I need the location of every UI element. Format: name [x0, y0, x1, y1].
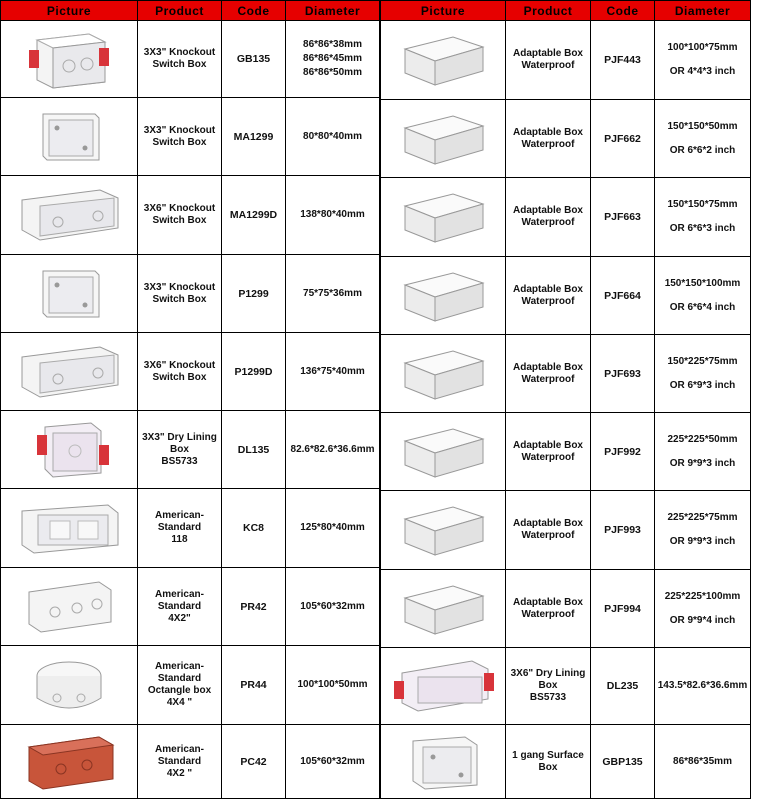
product-picture: [1, 646, 138, 725]
spacer: [655, 369, 750, 379]
product-name: [138, 333, 222, 411]
product-name-line: 3X6" Knockout: [143, 359, 216, 371]
spacer: [655, 55, 750, 65]
product-diameter: [286, 489, 380, 568]
product-name: [506, 570, 591, 648]
diameter-line: 86*86*50mm: [303, 67, 362, 78]
product-picture: [381, 178, 506, 257]
dry-lining-box-icon: [1, 417, 137, 483]
product-diameter: [286, 21, 380, 98]
product-name: [506, 100, 591, 178]
product-picture: [1, 725, 138, 799]
product-diameter: [286, 176, 380, 255]
product-name-line: Box: [170, 443, 189, 455]
table-row: [1, 21, 380, 98]
product-picture: [1, 489, 138, 568]
product-code: GBP135: [591, 725, 655, 799]
diameter-line: 86*86*45mm: [303, 53, 362, 64]
product-name-line: 4X4 ": [166, 697, 193, 708]
product-diameter: [655, 178, 751, 257]
product-name-line: 1 gang Surface: [512, 749, 584, 761]
product-diameter: [655, 335, 751, 413]
product-diameter: [286, 333, 380, 411]
product-diameter: [655, 648, 751, 725]
american-118-box-icon: [1, 495, 137, 561]
product-code: P1299: [222, 255, 286, 333]
product-name-line: Standard: [157, 600, 202, 612]
product-code: PJF663: [591, 178, 655, 257]
product-picture: [381, 570, 506, 648]
product-name-line: Adaptable Box: [512, 48, 583, 59]
product-name: [506, 257, 591, 335]
product-code: PJF994: [591, 570, 655, 648]
product-name-line: Adaptable Box: [512, 126, 583, 138]
table-row: [381, 178, 751, 257]
american-4x2-box-icon: [1, 574, 137, 640]
single-knockout-box-icon: [1, 261, 137, 327]
product-picture: [1, 411, 138, 489]
product-code: PJF993: [591, 491, 655, 570]
product-name-line: Adaptable Box: [512, 283, 583, 295]
product-name-line: Standard: [157, 673, 202, 684]
adaptable-box-icon: [381, 265, 505, 327]
product-picture: [381, 100, 506, 178]
header-picture: Picture: [381, 1, 506, 21]
octagon-box-icon: [1, 652, 137, 718]
product-name-line: Waterproof: [521, 138, 575, 150]
dry-lining-double-box-icon: [381, 653, 505, 719]
single-knockout-box-icon: [1, 104, 137, 170]
adaptable-box-icon: [381, 343, 505, 405]
table-row: [1, 725, 380, 799]
product-name-line: 3X3" Knockout: [143, 47, 216, 58]
diameter-line: 225*225*100mm: [664, 590, 741, 602]
product-name-line: Waterproof: [521, 451, 575, 463]
diameter-line: OR 9*9*3 inch: [669, 457, 736, 469]
product-code: DL135: [222, 411, 286, 489]
product-diameter: [286, 255, 380, 333]
product-name: [506, 413, 591, 491]
product-name: [138, 646, 222, 725]
diameter-line: 86*86*38mm: [303, 39, 362, 50]
diameter-line: OR 9*9*4 inch: [669, 614, 736, 626]
product-picture: [381, 335, 506, 413]
product-name-line: 3X6" Dry Lining: [510, 668, 586, 679]
product-picture: [381, 257, 506, 335]
product-name: [138, 489, 222, 568]
table-row: [1, 568, 380, 646]
header-product: Product: [138, 1, 222, 21]
adaptable-box-icon: [381, 499, 505, 561]
product-picture: [1, 21, 138, 98]
product-name-line: Switch Box: [152, 215, 207, 226]
table-row: [381, 725, 751, 799]
product-name-line: Adaptable Box: [512, 439, 583, 451]
product-diameter: [655, 257, 751, 335]
spacer: [655, 212, 750, 222]
diameter-line: OR 6*9*3 inch: [669, 379, 736, 391]
product-picture: [381, 413, 506, 491]
table-row: [1, 333, 380, 411]
product-code: KC8: [222, 489, 286, 568]
header-code: Code: [591, 1, 655, 21]
product-name: [138, 725, 222, 799]
diameter-line: 82.6*82.6*36.6mm: [290, 443, 375, 455]
table-row: [1, 98, 380, 176]
table-row: [381, 413, 751, 491]
product-name-line: Waterproof: [521, 217, 575, 228]
table-row: [381, 335, 751, 413]
product-diameter: [286, 725, 380, 799]
knockout-box-red-lugs-icon: [1, 26, 137, 92]
diameter-line: 150*150*50mm: [667, 120, 738, 132]
diameter-line: 150*225*75mm: [667, 355, 738, 367]
right-product-table: [380, 0, 751, 799]
diameter-line: 100*100*50mm: [297, 679, 368, 690]
product-code: PR42: [222, 568, 286, 646]
product-name-line: Box: [538, 680, 558, 691]
product-name-line: Switch Box: [152, 293, 207, 305]
product-code: PJF693: [591, 335, 655, 413]
diameter-line: 225*225*50mm: [667, 433, 738, 445]
product-code: PJF443: [591, 21, 655, 100]
product-code: P1299D: [222, 333, 286, 411]
spacer: [655, 291, 750, 301]
product-name-line: 3X3" Dry Lining: [142, 431, 217, 443]
product-name: [138, 255, 222, 333]
product-name: [138, 568, 222, 646]
spacer: [655, 134, 750, 144]
product-name: [506, 491, 591, 570]
diameter-line: OR 6*6*2 inch: [669, 144, 736, 156]
product-name-line: American-: [155, 510, 204, 521]
product-diameter: [286, 411, 380, 489]
product-diameter: [655, 725, 751, 799]
diameter-line: 86*86*35mm: [673, 755, 732, 767]
product-name-line: Adaptable Box: [512, 518, 583, 529]
double-knockout-box-icon: [1, 339, 137, 405]
product-name-line: 4X2 ": [166, 767, 193, 779]
product-name: [138, 21, 222, 98]
double-knockout-box-icon: [1, 182, 137, 248]
diameter-line: OR 6*6*3 inch: [669, 223, 736, 234]
header-code: Code: [222, 1, 286, 21]
product-name-line: Waterproof: [521, 608, 575, 620]
product-code: MA1299D: [222, 176, 286, 255]
product-diameter: [655, 413, 751, 491]
diameter-line: 105*60*32mm: [300, 755, 365, 767]
table-row: [381, 21, 751, 100]
product-name-line: Standard: [157, 755, 202, 767]
product-name-line: Switch Box: [152, 136, 207, 148]
product-name-line: Adaptable Box: [512, 361, 583, 373]
product-name-line: Waterproof: [521, 530, 575, 541]
diameter-line: 150*150*75mm: [667, 199, 738, 210]
surface-box-icon: [381, 729, 505, 795]
table-row: [381, 648, 751, 725]
product-diameter: [655, 21, 751, 100]
diameter-line: OR 4*4*3 inch: [669, 66, 736, 77]
table-row: [381, 257, 751, 335]
orange-4x2-box-icon: [1, 729, 137, 795]
product-name: [506, 725, 591, 799]
header-picture: Picture: [1, 1, 138, 21]
product-name-line: American-: [155, 743, 204, 755]
table-row: [1, 411, 380, 489]
product-picture: [1, 568, 138, 646]
product-picture: [381, 491, 506, 570]
diameter-line: 75*75*36mm: [303, 287, 362, 299]
product-picture: [381, 648, 506, 725]
product-name-line: 3X6" Knockout: [143, 203, 216, 214]
product-diameter: [655, 100, 751, 178]
diameter-line: 136*75*40mm: [300, 365, 365, 377]
diameter-line: 150*150*100mm: [664, 277, 741, 289]
product-name: [506, 335, 591, 413]
product-code: PJF992: [591, 413, 655, 491]
diameter-line: 138*80*40mm: [300, 209, 365, 220]
diameter-line: OR 9*9*3 inch: [669, 536, 736, 547]
product-diameter: [655, 491, 751, 570]
product-name-line: American-: [155, 588, 204, 600]
product-name-line: Adaptable Box: [512, 205, 583, 216]
diameter-line: 143.5*82.6*36.6mm: [657, 680, 748, 691]
product-code: PC42: [222, 725, 286, 799]
product-diameter: [286, 568, 380, 646]
diameter-line: OR 6*6*4 inch: [669, 301, 736, 313]
diameter-line: 80*80*40mm: [303, 130, 362, 142]
product-diameter: [286, 646, 380, 725]
table-row: [381, 570, 751, 648]
adaptable-box-icon: [381, 108, 505, 170]
product-code: GB135: [222, 21, 286, 98]
table-row: [1, 489, 380, 568]
product-name-line: BS5733: [161, 455, 198, 467]
product-name-line: 3X3" Knockout: [143, 124, 216, 136]
product-code: PJF662: [591, 100, 655, 178]
spacer: [655, 447, 750, 457]
product-picture: [381, 725, 506, 799]
diameter-line: 100*100*75mm: [667, 42, 738, 53]
header-diameter: Diameter: [655, 1, 751, 21]
adaptable-box-icon: [381, 578, 505, 640]
product-name-line: Standard: [157, 522, 202, 533]
product-name-line: Switch Box: [152, 371, 207, 383]
diameter-line: 125*80*40mm: [300, 522, 365, 533]
product-picture: [1, 333, 138, 411]
product-name-line: 4X2": [168, 612, 191, 624]
product-name-line: 3X3" Knockout: [143, 281, 216, 293]
product-picture: [381, 21, 506, 100]
product-name-line: Adaptable Box: [512, 596, 583, 608]
product-code: PR44: [222, 646, 286, 725]
product-name-line: Waterproof: [521, 295, 575, 307]
header-diameter: Diameter: [286, 1, 380, 21]
product-name: [506, 178, 591, 257]
product-picture: [1, 176, 138, 255]
spacer: [655, 604, 750, 614]
product-code: MA1299: [222, 98, 286, 176]
product-diameter: [286, 98, 380, 176]
product-name-line: Box: [538, 761, 558, 773]
product-name: [138, 98, 222, 176]
header-product: Product: [506, 1, 591, 21]
table-row: [381, 491, 751, 570]
product-name-line: Waterproof: [521, 373, 575, 385]
product-picture: [1, 255, 138, 333]
diameter-line: 225*225*75mm: [667, 512, 738, 523]
product-name-line: 118: [171, 534, 188, 545]
adaptable-box-icon: [381, 421, 505, 483]
product-name-line: BS5733: [529, 692, 567, 703]
table-row: [1, 646, 380, 725]
adaptable-box-icon: [381, 29, 505, 91]
adaptable-box-icon: [381, 186, 505, 248]
product-name: [506, 648, 591, 725]
product-diameter: [655, 570, 751, 648]
product-name-line: Octangle box: [147, 685, 212, 696]
table-row: [1, 176, 380, 255]
product-name: [138, 411, 222, 489]
table-row: [1, 255, 380, 333]
table-row: [381, 100, 751, 178]
product-name: [138, 176, 222, 255]
product-picture: [1, 98, 138, 176]
product-code: DL235: [591, 648, 655, 725]
product-name-line: Switch Box: [152, 59, 207, 70]
spacer: [655, 525, 750, 535]
product-code: PJF664: [591, 257, 655, 335]
product-name: [506, 21, 591, 100]
product-name-line: American-: [155, 661, 204, 672]
product-name-line: Waterproof: [521, 60, 575, 71]
diameter-line: 105*60*32mm: [300, 600, 365, 612]
